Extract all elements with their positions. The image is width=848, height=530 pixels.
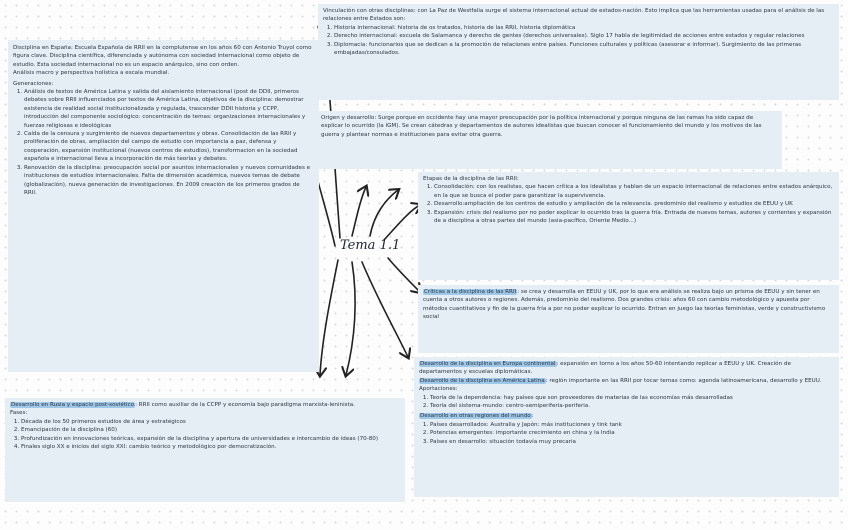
box-russia [5, 398, 405, 502]
latam-text: : región importante en las RRII por tocar temas como: agenda latinoamericana, desarrollo y EEUU. Aportaciones: [419, 377, 822, 393]
arrow-to-regions [362, 262, 408, 357]
list-item: 2. Caída de la censura y surgimiento de nuevos departamentos y obras. Consolidación de las RRII y proliferación de obras, ampliación del campo de estudio con importancia a paz, defensa y cooperación, expansión institucional (nuevos centros de estudios), transformacion en la sociedad española e internacional lleva a incorporación de más teorías y debates. [24, 130, 314, 164]
critiques-paragraph [423, 288, 834, 322]
russia-phases-list [10, 418, 400, 452]
list-item: 1. Consolidación: con los realistas, que hacen crítica a los idealistas y hablan de un espacio internacional de relaciones entre estados anárquico, en la que se busca el poder para garantizar la supervivencia. [434, 183, 834, 200]
other-regions-paragraph [419, 412, 834, 420]
box-related-disciplines [318, 4, 839, 100]
list-item: 2. Potencias emergentes: importante crecimiento en china y la India [430, 429, 834, 437]
critiques-label: Críticas a la disciplina de las RRII [424, 289, 517, 295]
arrow-to-russia [346, 262, 355, 375]
europe-text: : expansión en torno a los años 50-60 intentando replicar a EEUU y UK. Creación de departamentos y escuelas diplomáticas. [419, 361, 791, 376]
stages-list [423, 183, 834, 225]
arrow-to-origin-2 [370, 190, 398, 236]
related-disciplines-list [323, 24, 834, 58]
box-spain [8, 40, 319, 372]
russia-paragraph [10, 401, 400, 409]
list-item: 3. Diplomacia: funcionarios que se dedican a la promoción de relaciones entre países. Funciones culturales y políticas (asesorar e informar). Surgimiento de las primeras embajadas/consulados. [334, 41, 834, 58]
origin-text: Origen y desarrollo: Surge porque en occidente hay una mayor preocupación por la política internacional y porque ninguna de las ramas ha sido capaz de explicar lo ocurrido (la IGM). Se crean cátedras y departamentos de autores idealistas que buscan conocer el funcionamiento del mundo y los motivos de las guerra y plantear normas e instituciones para evitar otra guerra. [321, 115, 762, 138]
list-item: 3. Renovación de la disciplina: preocupación social por asuntos internacionales y nuevos comunidades e instituciones de estudios internacionales. Falta de dimensión académica, nuevos temas de debate (globalización), nueva generación de investigaciones. En 2009 creación de los primeros grados de RRII. [24, 164, 314, 198]
related-disciplines-intro: Vinculación con otras disciplinas: con La Paz de Westfalia surge el sistema internacional actual de estados-nación. Esto implica que las herramientas usadas para el análisis de las relaciones entre Estados son: [323, 8, 825, 23]
other-regions-label: Desarrollo en otras regiones del mundo [420, 413, 531, 420]
latam-list [419, 394, 834, 411]
box-origin [315, 111, 782, 169]
list-item: 1. Historia internacional: historia de os tratados, historia de las RRII, historia diplomática [334, 24, 834, 32]
generations-list [13, 88, 314, 197]
list-item: 1. Década de los 50 primeros estudios de área y estratégicos [21, 418, 400, 426]
list-item: 1. Teoría de la dependencia: hay países que son proveedores de materias de las economías más desarrolladas [430, 394, 834, 402]
box-stages [418, 172, 839, 280]
list-item: 4. Finales siglo XX e inicios del siglo XXI: cambio teórico y metodológico por democratización. [21, 443, 400, 451]
arrow-to-critiques [388, 258, 420, 292]
list-item: 2. Emancipación de la disciplina (60) [21, 426, 400, 434]
list-item: 1. Países desarrollados: Australia y Japón: más instituciones y tink tank [430, 421, 834, 429]
arrow-to-origin [352, 187, 366, 236]
europe-label: Desarrollo de la disciplina en Europa continental [420, 361, 556, 367]
latam-paragraph [419, 377, 834, 394]
latam-label: Desarrollo de la disciplina en América Latina [420, 377, 545, 384]
russia-text: : RRII como auxiliar de la CCPP y economía bajo paradigma marxista-leninista. [135, 402, 355, 408]
arrow-to-left-lower [320, 260, 338, 375]
arrow-to-stages [384, 205, 420, 240]
list-item: 3. Países en desarrollo: situación todavía muy precaria [430, 438, 834, 446]
generations-title: Generaciones: [13, 80, 54, 87]
spain-intro-2: Análisis macro y perspectiva holística a escala mundial. [13, 70, 170, 77]
europe-paragraph [419, 360, 834, 377]
list-item: 3. Profundización en innovaciones teóricas, expansión de la disciplina y apertura de universidades e intercambio de ideas (70-80) [21, 435, 400, 443]
list-item: 2. Derecho internacional: escuela de Salamanca y derecho de gentes (derechos universales). Siglo 17 habla de legitimidad de acciones entre estados y regular relaciones [334, 32, 834, 40]
box-critiques [418, 285, 839, 353]
central-topic-title: Tema 1.1 [340, 238, 401, 253]
other-regions-list [419, 421, 834, 446]
list-item: 1. Análisis de textos de América Latina y salida del aislamiento internacional (post de DDII, primeros debates sobre RRII influenciados por textos de América Latina, objetivos de la disciplina: demostrar existencia de realidad social institucionalizada y regulada, trascender DDII historia y CCPP, introducción del componente sociológico: concentración de temas: organizaciones internacionales y fuerzas religiosas e ideológicas [24, 88, 314, 130]
box-regions [414, 357, 839, 497]
russia-phases-title: Fases: [10, 410, 28, 417]
stages-title: Etapas de la disciplina de las RRII: [423, 176, 519, 182]
list-item: 3. Expansión: crisis del realismo por no poder explicar lo ocurrido tras la guerra fría. Entrada de nuevos temas, autores y corrientes y expansión de a disciplina a otras partes del mundo (asia-pacífico, Oriente Medio...) [434, 209, 834, 226]
critiques-text: : se crea y desarrolla en EEUU y UK, por lo que era análisis se realiza bajo un prisma de EEUU y sin tener en cuenta a otros autores o regiones. Además, predominio del realismo. Dos grandes crisis: años 60 con cambio metodológico y apuesta por métodos cuantitativos y fin de la guerra fría a por no poder explicar lo ocurrido. Entran en juego las teorías feministas, verde y constructivismo social [423, 289, 826, 321]
russia-label: Desarrollo en Rusia y espacio post-soviético [11, 402, 135, 408]
list-item: 2. Desarrollo:ampliación de los centros de estudio y ampliación de la relevancia. predominio del realismo y estudios de EEUU y UK [434, 200, 834, 208]
other-regions-text: : [531, 413, 534, 420]
spain-intro: Disciplina en España: Escuela Española de RRII en la complutense en los años 60 con Antonio Truyol como figura clave. Disciplina científica, diferenciada y autónoma con sociedad internacional como objeto de estudio. Esta sociedad internacional no es un espacio anárquico, sino con orden. [13, 45, 312, 68]
list-item: 2. Teoría del sistema-mundo: centro-semiperiferia-periferia. [430, 402, 834, 410]
